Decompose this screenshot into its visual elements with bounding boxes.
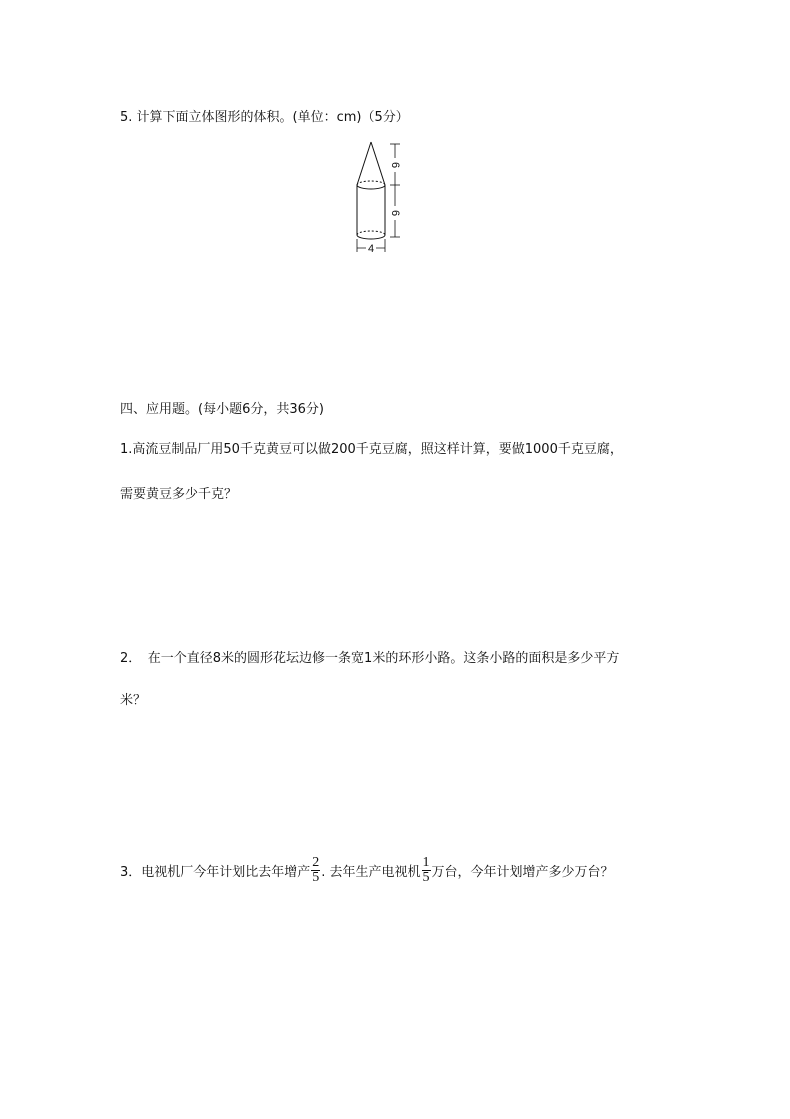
fraction-one-fifth [422,856,431,885]
diameter-label: 4 [367,242,375,255]
cone-cylinder-figure [345,140,415,255]
cylinder-top-back-arc [357,181,385,185]
solid-figure-drawing [345,140,415,255]
problem-1-line-1: 1.高流豆制品厂用50千克黄豆可以做200千克豆腐，照这样计算，要做1000千克豆腐， [120,442,623,457]
cylinder-bottom-back-arc [357,231,385,235]
fraction-1-numerator: 2 [312,855,320,870]
cone-height-label: 6 [389,161,402,169]
cylinder-bottom-front-arc [357,235,385,239]
cylinder-height-label: 6 [389,209,402,217]
problem-3-text [120,855,614,887]
cylinder-top-front-arc [357,185,385,189]
problem-3-part-3: 万台，今年计划增产多少万台？ [431,865,614,880]
cone-left-edge [357,142,371,185]
fraction-2-numerator: 1 [422,855,430,870]
problem-3-part-2: . 去年生产电视机 [321,865,421,880]
problem-2-line-2: 米？ [120,693,147,708]
fraction-2-denominator: 5 [422,870,430,885]
fraction-two-fifths [311,856,320,885]
problem-3-part-1: 3．电视机厂今年计划比去年增产 [120,865,311,880]
section-4-heading: 四、应用题。(每小题6分，共36分) [120,402,324,417]
cone-right-edge [371,142,385,185]
problem-2-line-1: 2． 在一个直径8米的圆形花坛边修一条宽1米的环形小路。这条小路的面积是多少平方 [120,651,620,666]
fraction-1-denominator: 5 [312,870,320,885]
question-5-text: 5. 计算下面立体图形的体积。(单位：cm)（5分） [120,110,409,125]
problem-1-line-2: 需要黄豆多少千克？ [120,487,238,502]
